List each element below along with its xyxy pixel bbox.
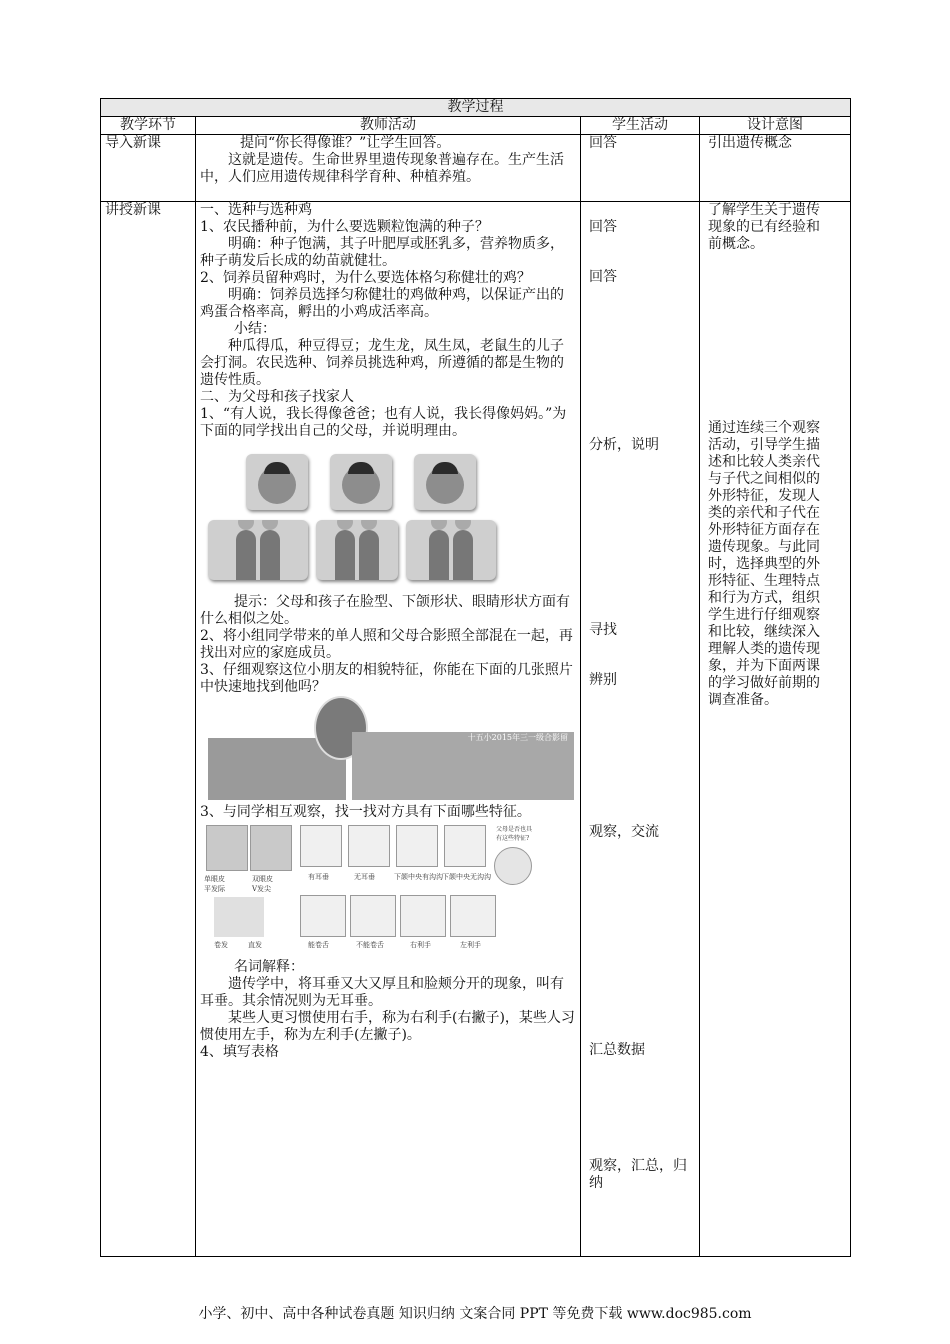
prompt-3: 3、仔细观察这位小朋友的相貌特征，你能在下面的几张照片中快速地找到他吗？ <box>200 662 573 695</box>
class-photo-banner: 十五小2015年三一级合影留 <box>467 733 568 742</box>
caption: 直发 <box>248 941 262 949</box>
tongue-image <box>300 895 346 937</box>
table-title: 教学过程 <box>101 99 851 117</box>
caption: 卷发 <box>214 941 228 949</box>
answer-1: 明确：种子饱满，其子叶肥厚或胚乳多，营养物质多，种子萌发后长成的幼苗就健壮。 <box>200 236 564 269</box>
hint: 提示：父母和孩子在脸型、下颌形状、眼睛形状方面有什么相似之处。 <box>200 594 570 627</box>
row1-stage: 导入新课 <box>101 135 196 202</box>
student-activity: 观察，汇总，归纳 <box>589 1158 687 1191</box>
ear-image <box>348 825 390 867</box>
row2-intent <box>700 202 851 1257</box>
header-student: 学生活动 <box>581 117 700 135</box>
student-activity: 辨别 <box>589 672 617 688</box>
section1-title: 一、选种与选种鸡 <box>200 202 312 218</box>
prompt-5: 4、填写表格 <box>200 1044 279 1060</box>
photo-collage <box>204 700 576 800</box>
child-photo <box>246 454 308 510</box>
caption: 父母是否也具有这些特征? <box>496 826 533 842</box>
row2-teacher <box>196 202 581 1257</box>
header-stage: 教学环节 <box>101 117 196 135</box>
student-activity: 寻找 <box>589 622 617 638</box>
caption: 能卷舌 <box>308 941 329 949</box>
chin-image <box>396 825 438 867</box>
parent-photo <box>406 520 496 580</box>
caption: 有耳垂 <box>308 873 329 881</box>
eyelid-image <box>206 825 248 871</box>
prompt-2: 2、将小组同学带来的单人照和父母合影照全部混在一起，再找出对应的家庭成员。 <box>200 628 573 661</box>
summary-text: 种瓜得瓜，种豆得豆；龙生龙，凤生凤，老鼠生的儿子会打洞。农民选种、饲养员挑选种鸡，所遵循的都是生物的遗传性质。 <box>200 338 564 388</box>
intent-text: 通过连续三个观察活动，引导学生描述和比较人类亲代与子代之间相似的外形特征，发现人类的亲代和子代在外形特征方面存在遗传现象。与此同时，选择典型的外形特征、生理特点和行为方式，组织学生进行仔细观察和比较，继续深入理解人类的遗传现象，并为下面两课的学习做好前期的调查准备。 <box>708 420 820 708</box>
baby-image <box>214 897 264 937</box>
child-photo <box>330 454 392 510</box>
caption: 无耳垂 <box>354 873 375 881</box>
teaching-process-table <box>100 98 851 1257</box>
caption: 不能卷舌 <box>356 941 384 949</box>
student-activity: 回答 <box>589 269 617 285</box>
caption: 双眼皮 <box>252 875 273 883</box>
term-1: 遗传学中，将耳垂又大又厚且和脸颊分开的现象，叫有耳垂。其余情况则为无耳垂。 <box>200 976 564 1009</box>
caption: 下颌中央无沟沟 <box>442 873 491 881</box>
page-footer: 小学、初中、高中各种试卷真题 知识归纳 文案合同 PPT 等免费下载 www.doc985.com <box>198 1306 752 1322</box>
question-2: 2、饲养员留种鸡时，为什么要选体格匀称健壮的鸡？ <box>200 270 531 286</box>
child-photo <box>414 454 476 510</box>
section2-title: 二、为父母和孩子找家人 <box>200 389 354 405</box>
intent-text: 了解学生关于遗传现象的已有经验和前概念。 <box>708 202 820 252</box>
parent-photo <box>316 520 398 580</box>
question-1: 1、农民播种前，为什么要选颗粒饱满的种子？ <box>200 219 489 235</box>
student-activity: 观察，交流 <box>589 824 659 840</box>
hand-image <box>450 895 496 937</box>
dog-cartoon <box>494 847 532 885</box>
caption: 右利手 <box>410 941 431 949</box>
tongue-image <box>350 895 396 937</box>
ear-image <box>300 825 342 867</box>
row1-teacher-q: 提问“你长得像谁？”让学生回答。 <box>240 135 451 151</box>
header-intent: 设计意图 <box>700 117 851 135</box>
caption: 平发际 <box>204 885 225 893</box>
row1-student: 回答 <box>581 135 700 202</box>
row1-teacher <box>196 135 581 202</box>
caption: 单眼皮 <box>204 875 225 883</box>
row2-stage: 讲授新课 <box>101 202 196 1257</box>
caption: 左利手 <box>460 941 481 949</box>
row2-student <box>581 202 700 1257</box>
class-photo <box>352 732 574 800</box>
prompt-1: 1、“有人说，我长得像爸爸；也有人说，我长得像妈妈。”为下面的同学找出自己的父母，并说明理由。 <box>200 406 567 439</box>
parent-photos <box>208 520 576 580</box>
prompt-4: 3、与同学相互观察，找一找对方具有下面哪些特征。 <box>200 804 531 820</box>
row1-teacher-text: 这就是遗传。生命世界里遗传现象普遍存在。生产生活中，人们应用遗传规律科学育种、种植养殖。 <box>200 152 564 185</box>
student-activity: 分析，说明 <box>589 437 659 453</box>
student-activity: 回答 <box>589 219 617 235</box>
eyelid-image <box>250 825 292 871</box>
summary-label: 小结： <box>234 321 276 337</box>
header-teacher: 教师活动 <box>196 117 581 135</box>
feature-chart <box>204 823 576 953</box>
term-label: 名词解释： <box>234 959 304 975</box>
answer-2: 明确：饲养员选择匀称健壮的鸡做种鸡，以保证产出的鸡蛋合格率高，孵出的小鸡成活率高。 <box>200 287 564 320</box>
student-activity: 汇总数据 <box>589 1042 645 1058</box>
term-2: 某些人更习惯使用右手，称为右利手(右撇子)，某些人习惯使用左手，称为左利手(左撇子)。 <box>200 1010 575 1043</box>
caption: 下颌中央有沟沟 <box>394 873 443 881</box>
chin-image <box>444 825 486 867</box>
caption: V发尖 <box>252 885 272 893</box>
child-photos <box>246 454 576 510</box>
parent-photo <box>208 520 308 580</box>
hand-image <box>400 895 446 937</box>
row1-intent: 引出遗传概念 <box>700 135 851 202</box>
